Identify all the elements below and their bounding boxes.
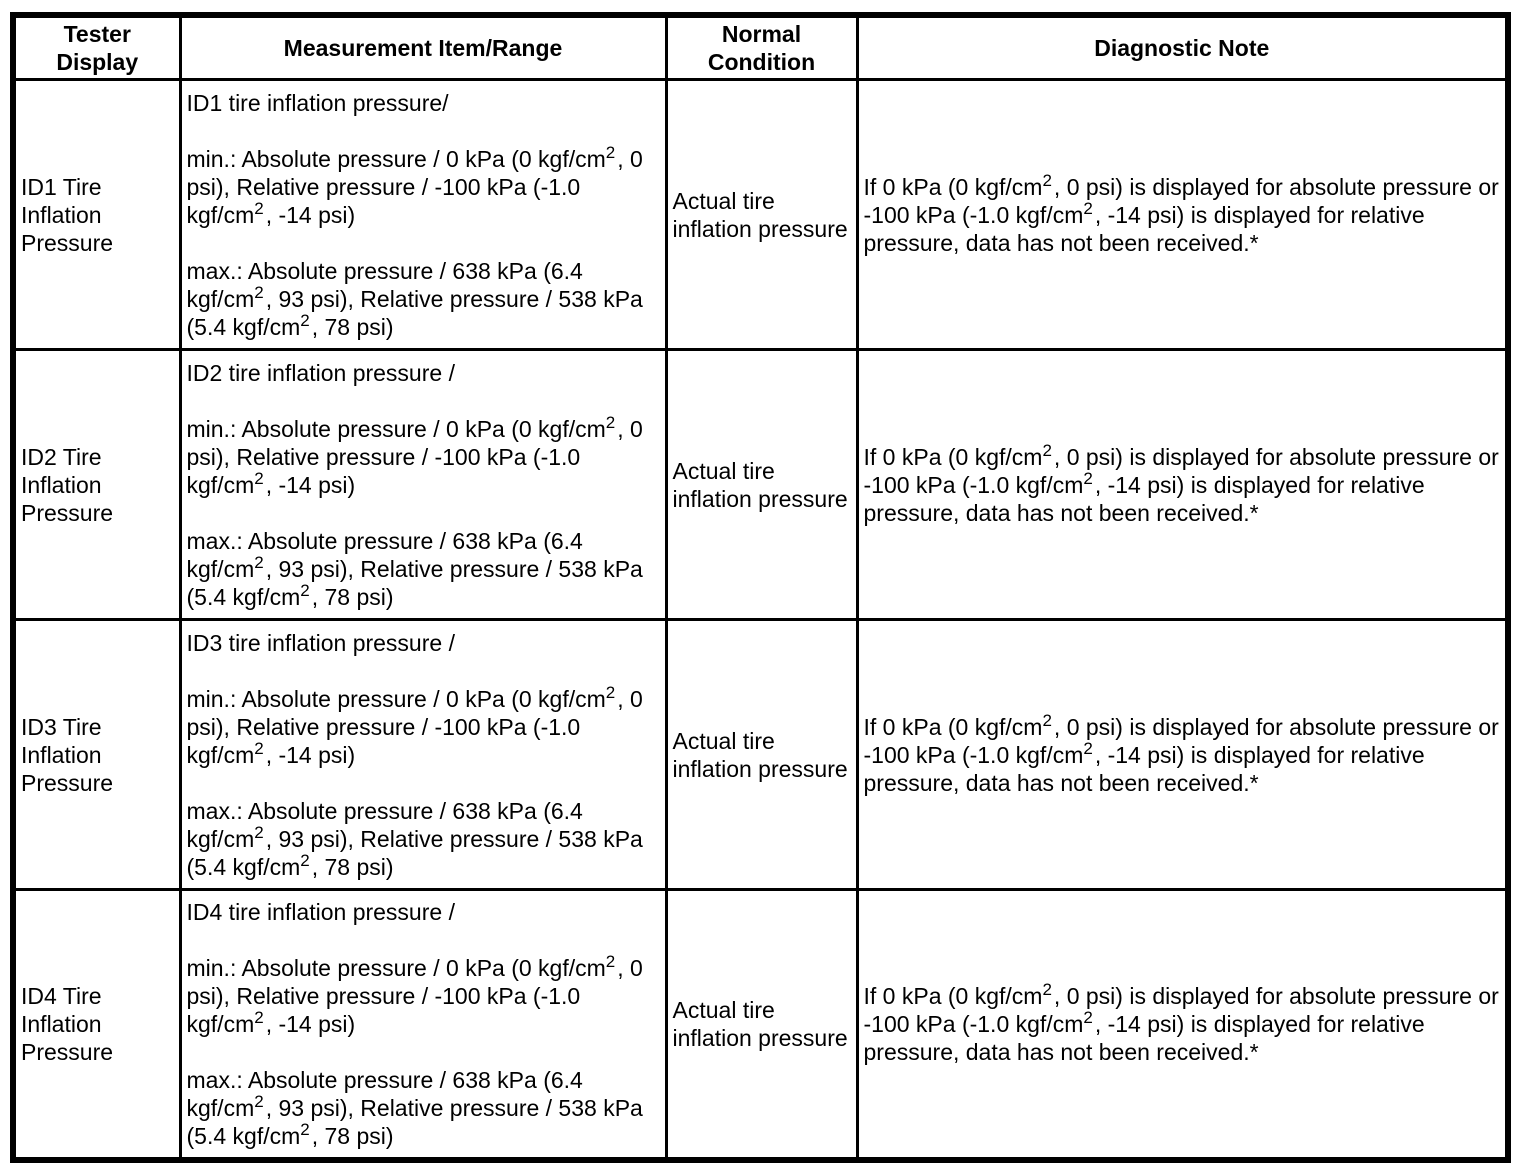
diagnostic-note-cell: If 0 kPa (0 kgf/$cm^2$, 0 psi) is displayed for absolute pressure or -100 kPa (-1.0 kgf/$cm^2$, -14 psi) is displayed for relative pressure, data has not been received.* — [857, 890, 1508, 1160]
diagnostic-table-container — [10, 12, 1511, 1163]
measurement-min-line: min.: Absolute pressure / 0 kPa (0 kgf/$cm^2$, 0 psi), Relative pressure / -100 kPa (-1.0 kgf/$cm^2$, -14 psi) — [186, 142, 643, 228]
measurement-item-line: ID4 tire inflation pressure / — [186, 898, 455, 925]
measurement-min-line: min.: Absolute pressure / 0 kPa (0 kgf/$cm^2$, 0 psi), Relative pressure / -100 kPa (-1.0 kgf/$cm^2$, -14 psi) — [186, 952, 643, 1037]
normal-condition-cell: Actual tire inflation pressure — [666, 620, 857, 890]
measurement-item-line: ID1 tire inflation pressure/ — [186, 89, 449, 116]
diagnostic-note-cell: If 0 kPa (0 kgf/$cm^2$, 0 psi) is displayed for absolute pressure or -100 kPa (-1.0 kgf/$cm^2$, -14 psi) is displayed for relative pressure, data has not been received.* — [857, 620, 1508, 890]
tester-display-cell: ID2 Tire Inflation Pressure — [13, 350, 180, 620]
measurement-max-line: max.: Absolute pressure / 638 kPa (6.4 kgf/$cm^2$, 93 psi), Relative pressure / 538 kPa (5.4 kgf/$cm^2$, 78 psi) — [186, 1066, 643, 1149]
table-row-id3 — [13, 620, 1508, 890]
column-header-normal-condition: Normal Condition — [666, 15, 857, 80]
measurement-cell — [180, 890, 666, 1160]
measurement-min-line: min.: Absolute pressure / 0 kPa (0 kgf/$cm^2$, 0 psi), Relative pressure / -100 kPa (-1.0 kgf/$cm^2$, -14 psi) — [186, 412, 643, 498]
measurement-max-line: max.: Absolute pressure / 638 kPa (6.4 kgf/$cm^2$, 93 psi), Relative pressure / 538 kPa (5.4 kgf/$cm^2$, 78 psi) — [186, 797, 643, 880]
measurement-max-line: max.: Absolute pressure / 638 kPa (6.4 kgf/$cm^2$, 93 psi), Relative pressure / 538 kPa (5.4 kgf/$cm^2$, 78 psi) — [186, 527, 643, 610]
table-row-id1 — [13, 80, 1508, 350]
diagnostic-note-cell: If 0 kPa (0 kgf/$cm^2$, 0 psi) is displayed for absolute pressure or -100 kPa (-1.0 kgf/$cm^2$, -14 psi) is displayed for relative pressure, data has not been received.* — [857, 80, 1508, 350]
measurement-item-line: ID2 tire inflation pressure / — [186, 359, 455, 386]
measurement-min-line: min.: Absolute pressure / 0 kPa (0 kgf/$cm^2$, 0 psi), Relative pressure / -100 kPa (-1.0 kgf/$cm^2$, -14 psi) — [186, 682, 643, 768]
header-row — [13, 15, 1508, 80]
normal-condition-cell: Actual tire inflation pressure — [666, 350, 857, 620]
diagnostic-data-table — [10, 12, 1511, 1163]
table-row-id4 — [13, 890, 1508, 1160]
normal-condition-cell: Actual tire inflation pressure — [666, 80, 857, 350]
tester-display-cell: ID3 Tire Inflation Pressure — [13, 620, 180, 890]
table-row-id2 — [13, 350, 1508, 620]
column-header-diagnostic-note: Diagnostic Note — [857, 15, 1508, 80]
measurement-cell — [180, 620, 666, 890]
tester-display-cell: ID1 Tire Inflation Pressure — [13, 80, 180, 350]
measurement-cell — [180, 80, 666, 350]
tester-display-cell: ID4 Tire Inflation Pressure — [13, 890, 180, 1160]
column-header-measurement-item-range: Measurement Item/Range — [180, 15, 666, 80]
measurement-max-line: max.: Absolute pressure / 638 kPa (6.4 kgf/$cm^2$, 93 psi), Relative pressure / 538 kPa (5.4 kgf/$cm^2$, 78 psi) — [186, 257, 643, 340]
measurement-cell — [180, 350, 666, 620]
column-header-tester-display: Tester Display — [13, 15, 180, 80]
diagnostic-note-cell: If 0 kPa (0 kgf/$cm^2$, 0 psi) is displayed for absolute pressure or -100 kPa (-1.0 kgf/$cm^2$, -14 psi) is displayed for relative pressure, data has not been received.* — [857, 350, 1508, 620]
measurement-item-line: ID3 tire inflation pressure / — [186, 629, 455, 656]
normal-condition-cell: Actual tire inflation pressure — [666, 890, 857, 1160]
